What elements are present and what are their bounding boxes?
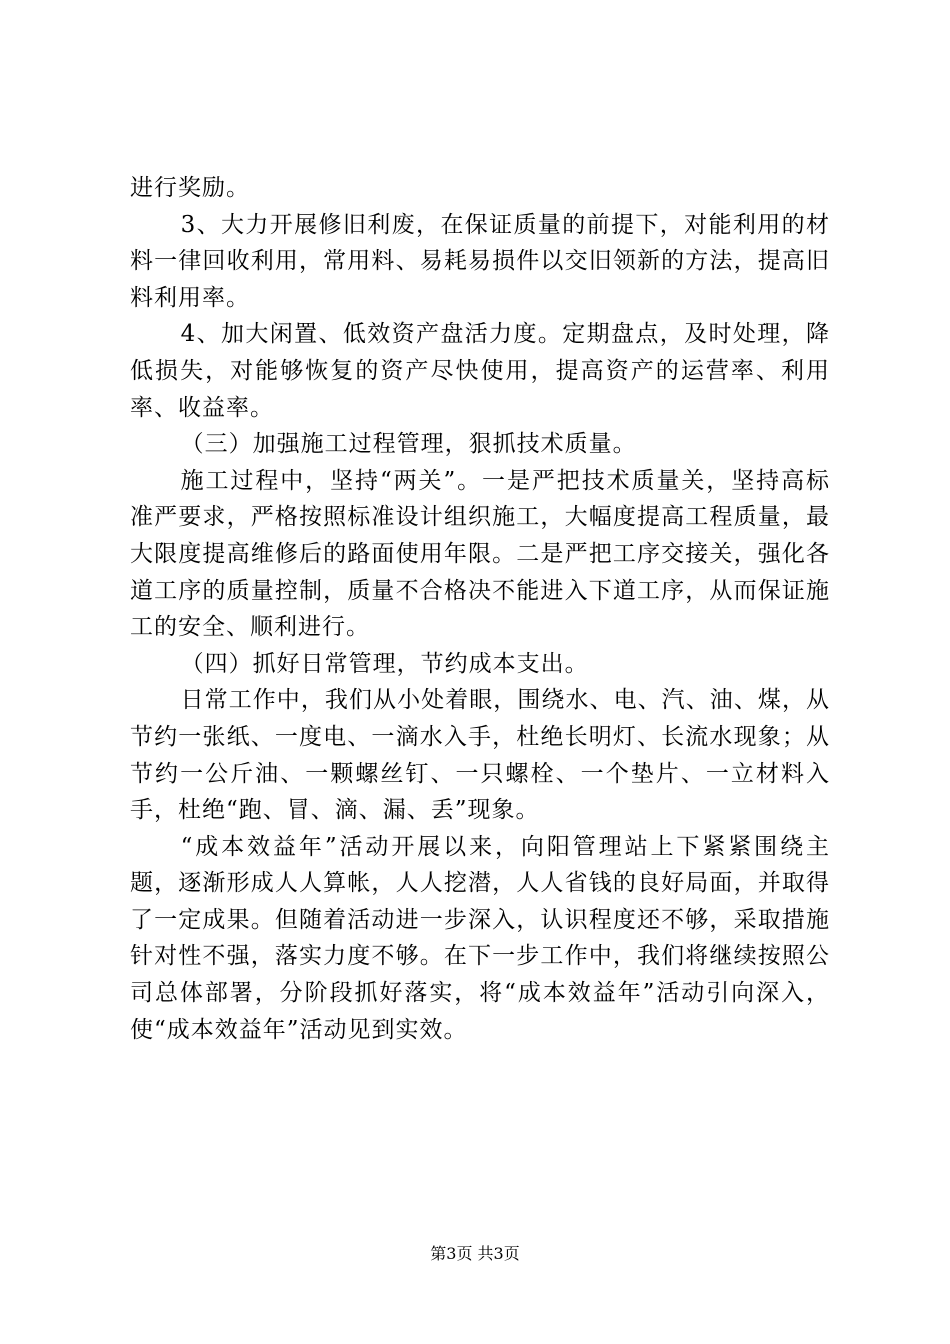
page-footer: 第3页 共3页	[430, 1244, 520, 1263]
section-heading-3: （三）加强施工过程管理，狠抓技术质量。	[180, 431, 637, 458]
paragraph-item-3: 3、大力开展修旧利废，在保证质量的前提下，对能利用的材料一律回收利用，常用料、易耗易损件以交旧领新的方法，提高旧料利用率。	[130, 211, 830, 311]
paragraph-continuation: 进行奖励。	[130, 175, 250, 201]
paragraph-daily-management: 日常工作中，我们从小处着眼，围绕水、电、汽、油、煤，从节约一张纸、一度电、一滴水入手，杜绝长明灯、长流水现象；从节约一公斤油、一颗螺丝钉、一只螺栓、一个垫片、一立材料入手，杜绝“跑、冒、滴、漏、丢”现象。	[130, 687, 830, 824]
document-body	[130, 170, 830, 1048]
section-heading-4: （四）抓好日常管理，节约成本支出。	[180, 650, 589, 677]
paragraph-item-4: 4、加大闲置、低效资产盘活力度。定期盘点，及时处理，降低损失，对能够恢复的资产尽快使用，提高资产的运营率、利用率、收益率。	[130, 321, 830, 421]
paragraph-conclusion: “成本效益年”活动开展以来，向阳管理站上下紧紧围绕主题，逐渐形成人人算帐，人人挖潜，人人省钱的良好局面，并取得了一定成果。但随着活动进一步深入，认识程度还不够，采取措施针对性不强，落实力度不够。在下一步工作中，我们将继续按照公司总体部署，分阶段抓好落实，将“成本效益年”活动引向深入，使“成本效益年”活动见到实效。	[130, 833, 830, 1043]
paragraph-construction: 施工过程中，坚持“两关”。一是严把技术质量关，坚持高标准严要求，严格按照标准设计组织施工，大幅度提高工程质量，最大限度提高维修后的路面使用年限。二是严把工序交接关，强化各道工序的质量控制，质量不合格决不能进入下道工序，从而保证施工的安全、顺利进行。	[130, 467, 830, 641]
